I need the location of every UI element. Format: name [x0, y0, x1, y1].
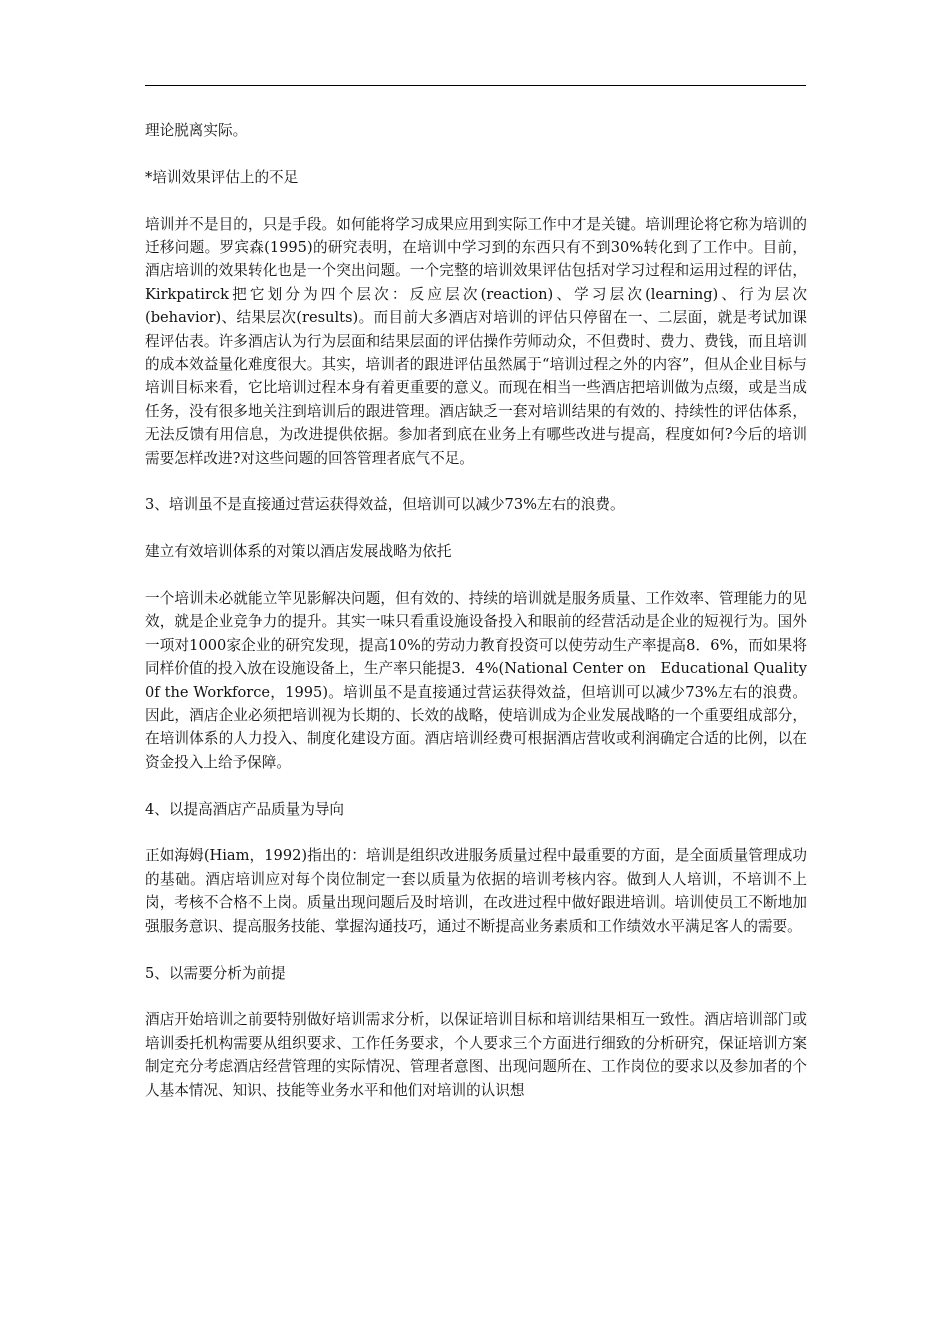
section-heading-strategy: 建立有效培训体系的对策以酒店发展战略为依托 — [145, 543, 452, 561]
paragraph-strategy: 一个培训未必就能立竿见影解决问题，但有效的、持续的培训就是服务质量、工作效率、管理能力的见效，就是企业竞争力的提升。其实一味只看重设施设备投入和眼前的经营活动是企业的短视行为。国外一项对1000家企业的研究发现，提高10%的劳动力教育投资可以使劳动生产率提高8．6%，而如果将同样价值的投入放在设施设备上，生产率只能提3．4%(National Center on Educational Quality 0f the Workforce，1995)。培训虽不是直接通过营运获得效益，但培训可以减少73%左右的浪费。因此，酒店企业必须把培训视为长期的、长效的战略，使培训成为企业发展战略的一个重要组成部分，在培训体系的人力投入、制度化建设方面。酒店培训经费可根据酒店营收或利润确定合适的比例，以在资金投入上给予保障。 — [145, 590, 807, 771]
section-heading-5: 5、以需要分析为前提 — [145, 964, 286, 982]
section-heading-evaluation: *培训效果评估上的不足 — [145, 168, 299, 186]
paragraph-needs-analysis: 酒店开始培训之前要特别做好培训需求分析，以保证培训目标和培训结果相互一致性。酒店培训部门或培训委托机构需要从组织要求、工作任务要求，个人要求三个方面进行细致的分析研究，保证培训方案制定充分考虑酒店经营管理的实际情况、管理者意图、出现问题所在、工作岗位的要求以及参加者的个人基本情况、知识、技能等业务水平和他们对培训的认识想 — [145, 1011, 807, 1099]
paragraph-evaluation: 培训并不是目的，只是手段。如何能将学习成果应用到实际工作中才是关键。培训理论将它称为培训的迁移问题。罗宾森(1995)的研究表明，在培训中学习到的东西只有不到30%转化到了工作中。目前，酒店培训的效果转化也是一个突出问题。一个完整的培训效果评估包括对学习过程和运用过程的评估，Kirkpatirck把它划分为四个层次：反应层次(reaction)、学习层次(learning)、行为层次(behavior)、结果层次(results)。而目前大多酒店对培训的评估只停留在一、二层面，就是考试加课程评估表。许多酒店认为行为层面和结果层面的评估操作劳师动众，不但费时、费力、费钱，而且培训的成本效益量化难度很大。其实，培训者的跟进评估虽然属于“培训过程之外的内容”，但从企业目标与培训目标来看，它比培训过程本身有着更重要的意义。而现在相当一些酒店把培训做为点缀，或是当成任务，没有很多地关注到培训后的跟进管理。酒店缺乏一套对培训结果的有效的、持续性的评估体系，无法反馈有用信息，为改进提供依据。参加者到底在业务上有哪些改进与提高，程度如何?今后的培训需要怎样改进?对这些问题的回答管理者底气不足。 — [145, 215, 807, 467]
section-heading-3: 3、培训虽不是直接通过营运获得效益，但培训可以减少73%左右的浪费。 — [145, 496, 625, 514]
section-heading-4: 4、以提高酒店产品质量为导向 — [145, 800, 345, 818]
paragraph-continuation: 理论脱离实际。 — [145, 122, 248, 139]
paragraph-quality: 正如海姆(Hiam，1992)指出的：培训是组织改进服务质量过程中最重要的方面，是全面质量管理成功的基础。酒店培训应对每个岗位制定一套以质量为依据的培训考核内容。做到人人培训，不培训不上岗，考核不合格不上岗。质量出现问题后及时培训，在改进过程中做好跟进培训。培训使员工不断地加强服务意识、提高服务技能、掌握沟通技巧，通过不断提高业务素质和工作绩效水平满足客人的需要。 — [145, 847, 807, 935]
document-body — [145, 119, 807, 1125]
header-rule — [145, 85, 806, 86]
